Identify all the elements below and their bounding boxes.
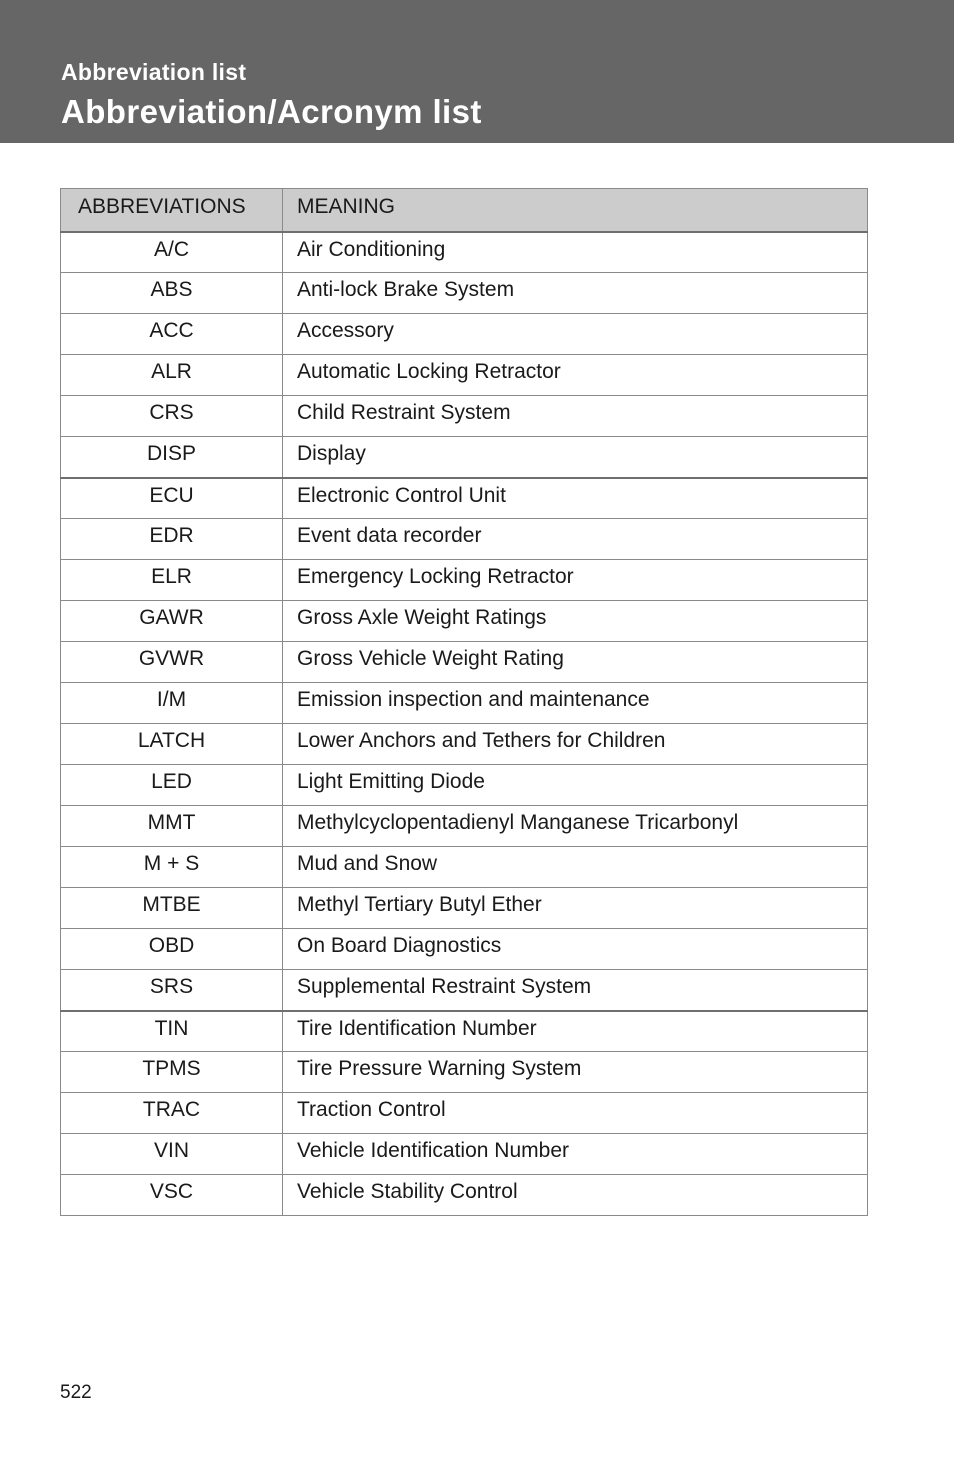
abbreviation-cell: A/C xyxy=(61,232,283,273)
column-header-meaning: MEANING xyxy=(283,189,868,232)
abbreviation-cell: ALR xyxy=(61,355,283,396)
column-header-abbreviations: ABBREVIATIONS xyxy=(61,189,283,232)
table-header-row xyxy=(61,189,868,232)
meaning-cell: Electronic Control Unit xyxy=(283,478,868,519)
meaning-cell: Display xyxy=(283,437,868,478)
meaning-cell: Light Emitting Diode xyxy=(283,765,868,806)
meaning-cell: Anti-lock Brake System xyxy=(283,273,868,314)
table-row xyxy=(61,1175,868,1216)
meaning-cell: Child Restraint System xyxy=(283,396,868,437)
abbreviation-cell: MMT xyxy=(61,806,283,847)
table-row xyxy=(61,560,868,601)
abbreviation-cell: GAWR xyxy=(61,601,283,642)
meaning-cell: Tire Identification Number xyxy=(283,1011,868,1052)
table-row xyxy=(61,355,868,396)
table-row xyxy=(61,519,868,560)
table-row xyxy=(61,847,868,888)
abbreviation-cell: ECU xyxy=(61,478,283,519)
meaning-cell: Event data recorder xyxy=(283,519,868,560)
abbreviation-cell: CRS xyxy=(61,396,283,437)
meaning-cell: Emergency Locking Retractor xyxy=(283,560,868,601)
abbreviation-cell: LED xyxy=(61,765,283,806)
section-label: Abbreviation list xyxy=(61,59,247,85)
meaning-cell: On Board Diagnostics xyxy=(283,929,868,970)
meaning-cell: Gross Axle Weight Ratings xyxy=(283,601,868,642)
abbreviation-cell: TRAC xyxy=(61,1093,283,1134)
table-row xyxy=(61,806,868,847)
abbreviation-cell: EDR xyxy=(61,519,283,560)
meaning-cell: Methyl Tertiary Butyl Ether xyxy=(283,888,868,929)
table-row xyxy=(61,478,868,519)
meaning-cell: Vehicle Stability Control xyxy=(283,1175,868,1216)
abbreviation-cell: ABS xyxy=(61,273,283,314)
table-row xyxy=(61,1134,868,1175)
page-title: Abbreviation/Acronym list xyxy=(61,93,482,130)
table-row xyxy=(61,888,868,929)
abbreviation-cell: VIN xyxy=(61,1134,283,1175)
meaning-cell: Air Conditioning xyxy=(283,232,868,273)
meaning-cell: Traction Control xyxy=(283,1093,868,1134)
abbreviation-table xyxy=(60,188,868,1216)
table-row xyxy=(61,929,868,970)
abbreviation-cell: GVWR xyxy=(61,642,283,683)
page-number: 522 xyxy=(60,1382,92,1403)
table-row xyxy=(61,1052,868,1093)
abbreviation-cell: M + S xyxy=(61,847,283,888)
abbreviation-cell: LATCH xyxy=(61,724,283,765)
meaning-cell: Tire Pressure Warning System xyxy=(283,1052,868,1093)
abbreviation-cell: TPMS xyxy=(61,1052,283,1093)
header-band xyxy=(0,0,954,143)
meaning-cell: Accessory xyxy=(283,314,868,355)
table-row xyxy=(61,273,868,314)
table-row xyxy=(61,1011,868,1052)
table-row xyxy=(61,314,868,355)
table-row xyxy=(61,683,868,724)
abbreviation-cell: ACC xyxy=(61,314,283,355)
table-row xyxy=(61,601,868,642)
table-row xyxy=(61,437,868,478)
meaning-cell: Mud and Snow xyxy=(283,847,868,888)
abbreviation-cell: ELR xyxy=(61,560,283,601)
table-row xyxy=(61,970,868,1011)
table-row xyxy=(61,765,868,806)
abbreviation-cell: I/M xyxy=(61,683,283,724)
abbreviation-cell: SRS xyxy=(61,970,283,1011)
meaning-cell: Vehicle Identification Number xyxy=(283,1134,868,1175)
meaning-cell: Supplemental Restraint System xyxy=(283,970,868,1011)
abbreviation-cell: DISP xyxy=(61,437,283,478)
abbreviation-cell: TIN xyxy=(61,1011,283,1052)
table-row xyxy=(61,724,868,765)
abbreviation-cell: MTBE xyxy=(61,888,283,929)
meaning-cell: Automatic Locking Retractor xyxy=(283,355,868,396)
abbreviation-cell: VSC xyxy=(61,1175,283,1216)
table-row xyxy=(61,1093,868,1134)
meaning-cell: Methylcyclopentadienyl Manganese Tricarbonyl xyxy=(283,806,868,847)
meaning-cell: Emission inspection and maintenance xyxy=(283,683,868,724)
abbreviation-cell: OBD xyxy=(61,929,283,970)
table-row xyxy=(61,642,868,683)
meaning-cell: Lower Anchors and Tethers for Children xyxy=(283,724,868,765)
table-row xyxy=(61,232,868,273)
meaning-cell: Gross Vehicle Weight Rating xyxy=(283,642,868,683)
table-row xyxy=(61,396,868,437)
